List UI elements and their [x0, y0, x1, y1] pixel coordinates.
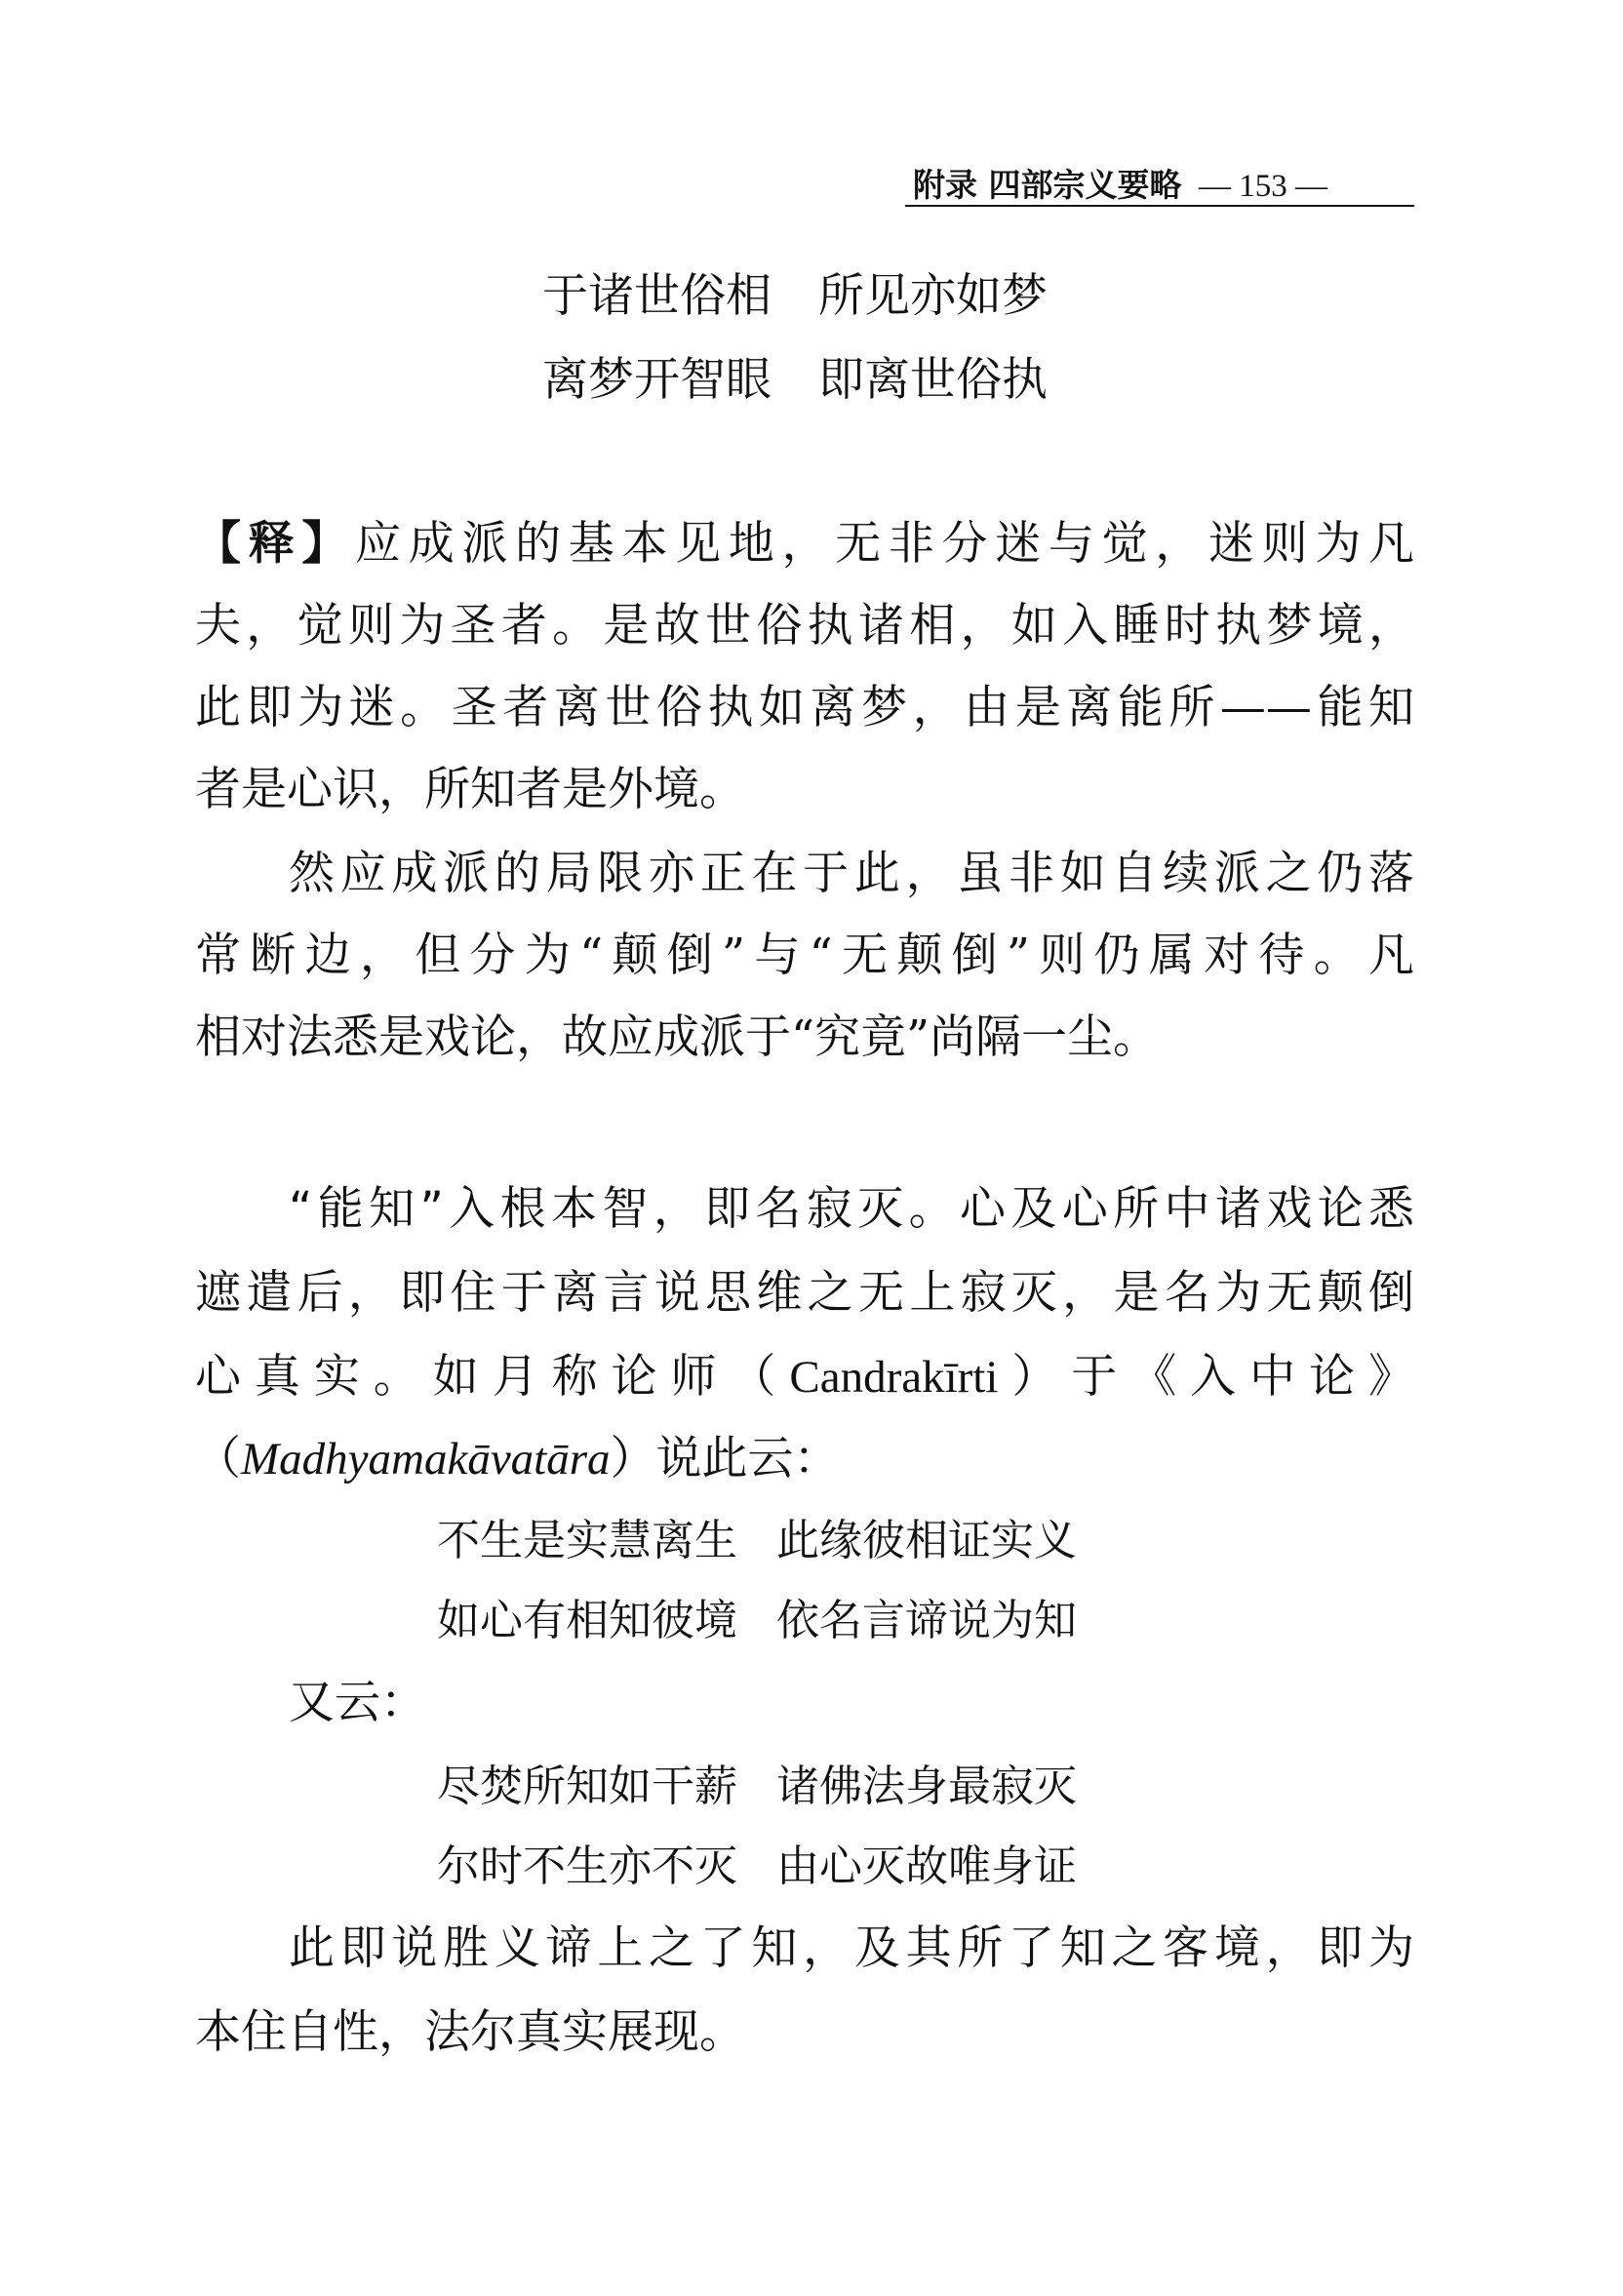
verse3-line-1: [437, 1760, 1077, 1814]
author-romanized-name: Candrakīrti: [789, 1352, 999, 1403]
verse1-line-1-first-half: 于诸世俗相: [542, 269, 772, 323]
commentary-p2-line-2: 常断边，但分为“颠倒”与“无颠倒”则仍属对待。凡: [195, 929, 1414, 982]
also-says-line: 又云：: [289, 1676, 426, 1729]
verse1-line-2-second-half: 即离世俗执: [818, 353, 1048, 407]
header-title: 附录 四部宗义要略: [913, 166, 1182, 204]
body-p1-line-4: [195, 1432, 840, 1486]
commentary-p1-line-1: [195, 517, 1414, 572]
body-p1-line-3-b: ）于《入中论》: [998, 1350, 1414, 1404]
commentary-p2-line-3: 相对法悉是戏论，故应成派于“究竟”尚隔一尘。: [195, 1010, 1160, 1064]
page-number: — 153 —: [1199, 169, 1327, 204]
header-rule: [905, 205, 1414, 207]
commentary-p1-line-2: 夫，觉则为圣者。是故世俗执诸相，如入睡时执梦境，: [195, 599, 1414, 653]
verse2-line-2: [437, 1594, 1077, 1648]
commentary-p1-line-3: 此即为迷。圣者离世俗执如离梦，由是离能所——能知: [195, 681, 1414, 734]
commentary-marker: 【释】: [195, 517, 356, 571]
running-header: [913, 164, 1414, 207]
verse2-line-1-first-half: 不生是实慧离生: [437, 1516, 737, 1565]
body-p1-line-4-open: （: [195, 1432, 241, 1485]
commentary-p2-line-1: 然应成派的局限亦正在于此，虽非如自续派之仍落: [289, 847, 1414, 900]
verse1-line-2: [542, 353, 1048, 408]
verse1-line-2-first-half: 离梦开智眼: [542, 353, 772, 407]
verse2-line-2-second-half: 依名言谛说为知: [776, 1596, 1077, 1645]
body-p1-line-1: “能知”入根本智，即名寂灭。心及心所中诸戏论悉: [289, 1182, 1414, 1236]
verse1-line-1-second-half: 所见亦如梦: [818, 269, 1048, 323]
commentary-p1-text-1: 应成派的基本见地，无非分迷与觉，迷则为凡: [355, 517, 1415, 571]
verse1-line-1: [542, 269, 1048, 324]
verse3-line-2-second-half: 由心灭故唯身证: [776, 1841, 1077, 1891]
verse3-line-1-second-half: 诸佛法身最寂灭: [776, 1762, 1077, 1811]
body-p1-line-3-a: 心真实。如月称论师（: [195, 1350, 790, 1404]
work-romanized-title: Madhyamakāvatāra: [241, 1434, 611, 1484]
body-p2-line-2: 本住自性，法尔真实展现。: [195, 2005, 745, 2059]
verse2-line-2-first-half: 如心有相知彼境: [437, 1596, 737, 1645]
verse2-line-1-second-half: 此缘彼相证实义: [776, 1516, 1077, 1565]
body-p1-line-3: [195, 1350, 1414, 1405]
body-p2-line-1: 此即说胜义谛上之了知，及其所了知之客境，即为: [289, 1921, 1414, 1975]
verse3-line-2-first-half: 尔时不生亦不灭: [437, 1841, 737, 1891]
body-p1-line-2: 遮遣后，即住于离言说思维之无上寂灭，是名为无颠倒: [195, 1266, 1414, 1320]
verse3-line-2: [437, 1840, 1077, 1894]
body-p1-line-4-b: ）说此云：: [610, 1432, 840, 1485]
verse2-line-1: [437, 1514, 1077, 1568]
verse3-line-1-first-half: 尽焚所知如干薪: [437, 1762, 737, 1811]
commentary-p1-line-4: 者是心识，所知者是外境。: [195, 763, 745, 816]
